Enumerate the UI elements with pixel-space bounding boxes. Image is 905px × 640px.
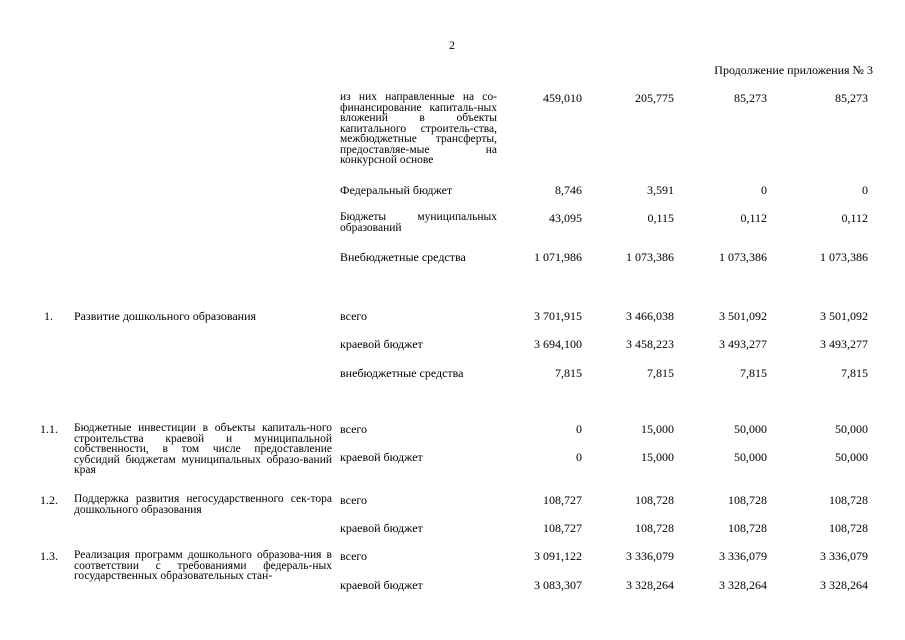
value-cell: 15,000 <box>641 450 674 464</box>
value-cell: 0 <box>576 422 582 436</box>
row-label: Бюджеты муниципальных образований <box>340 211 497 234</box>
value-cell: 0,115 <box>647 211 674 225</box>
value-cell: 3 501,092 <box>820 309 868 323</box>
funding-source: краевой бюджет <box>340 578 423 592</box>
section-title: Поддержка развития негосударственного сек-тора дошкольного образования <box>74 493 332 516</box>
value-cell: 1 073,386 <box>719 250 767 264</box>
value-cell: 3 458,223 <box>626 337 674 351</box>
value-cell: 43,095 <box>549 211 582 225</box>
value-cell: 108,728 <box>829 521 868 535</box>
value-cell: 0,112 <box>841 211 868 225</box>
section-number: 1.1. <box>40 422 58 436</box>
section-number: 1.3. <box>40 549 58 563</box>
value-cell: 50,000 <box>835 450 868 464</box>
funding-source: краевой бюджет <box>340 521 423 535</box>
row-label: из них направленные на со-финансирование капиталь-ных вложений в объекты капитального строитель-ства, межбюджетные трансферты, предоставляе-мые на конкурсной основе <box>340 91 497 166</box>
value-cell: 108,728 <box>829 493 868 507</box>
section-title: Развитие дошкольного образования <box>74 309 257 323</box>
value-cell: 108,727 <box>543 521 582 535</box>
funding-source: краевой бюджет <box>340 337 423 351</box>
value-cell: 3 493,277 <box>719 337 767 351</box>
value-cell: 3 336,079 <box>820 549 868 563</box>
value-cell: 3 336,079 <box>719 549 767 563</box>
value-cell: 108,728 <box>635 521 674 535</box>
value-cell: 50,000 <box>734 450 767 464</box>
value-cell: 7,815 <box>841 366 868 380</box>
value-cell: 15,000 <box>641 422 674 436</box>
value-cell: 3 083,307 <box>534 578 582 592</box>
value-cell: 108,728 <box>635 493 674 507</box>
value-cell: 0 <box>576 450 582 464</box>
value-cell: 1 071,986 <box>534 250 582 264</box>
funding-source: всего <box>340 309 368 323</box>
row-label: Федеральный бюджет <box>340 183 453 197</box>
section-number: 1. <box>44 309 53 323</box>
value-cell: 3 701,915 <box>534 309 582 323</box>
value-cell: 8,746 <box>555 183 582 197</box>
value-cell: 3 493,277 <box>820 337 868 351</box>
value-cell: 108,728 <box>728 493 767 507</box>
page-number: 2 <box>449 38 455 52</box>
funding-source: краевой бюджет <box>340 450 423 464</box>
value-cell: 7,815 <box>740 366 767 380</box>
value-cell: 7,815 <box>647 366 674 380</box>
value-cell: 205,775 <box>635 91 674 105</box>
value-cell: 1 073,386 <box>626 250 674 264</box>
value-cell: 1 073,386 <box>820 250 868 264</box>
funding-source: всего <box>340 422 368 436</box>
funding-source: внебюджетные средства <box>340 366 464 380</box>
row-label: Внебюджетные средства <box>340 250 466 264</box>
value-cell: 0 <box>761 183 767 197</box>
value-cell: 7,815 <box>555 366 582 380</box>
value-cell: 3 328,264 <box>626 578 674 592</box>
value-cell: 459,010 <box>543 91 582 105</box>
value-cell: 108,727 <box>543 493 582 507</box>
continuation-caption: Продолжение приложения № 3 <box>714 63 873 77</box>
funding-source: всего <box>340 493 368 507</box>
value-cell: 3 501,092 <box>719 309 767 323</box>
section-title: Реализация программ дошкольного образова-ния в соответствии с требованиями федераль-ных государственных образовательных стан- <box>74 549 332 582</box>
value-cell: 85,273 <box>835 91 868 105</box>
value-cell: 50,000 <box>835 422 868 436</box>
value-cell: 3 466,038 <box>626 309 674 323</box>
value-cell: 108,728 <box>728 521 767 535</box>
section-title: Бюджетные инвестиции в объекты капиталь-ного строительства краевой и муниципальной собственности, в том числе предоставление субсидий бюджетам муниципальных образо-ваний края <box>74 422 332 476</box>
value-cell: 3 328,264 <box>820 578 868 592</box>
section-number: 1.2. <box>40 493 58 507</box>
value-cell: 3 336,079 <box>626 549 674 563</box>
value-cell: 3,591 <box>647 183 674 197</box>
value-cell: 0,112 <box>740 211 767 225</box>
value-cell: 50,000 <box>734 422 767 436</box>
value-cell: 3 328,264 <box>719 578 767 592</box>
value-cell: 0 <box>862 183 868 197</box>
value-cell: 3 694,100 <box>534 337 582 351</box>
value-cell: 85,273 <box>734 91 767 105</box>
funding-source: всего <box>340 549 368 563</box>
value-cell: 3 091,122 <box>534 549 582 563</box>
